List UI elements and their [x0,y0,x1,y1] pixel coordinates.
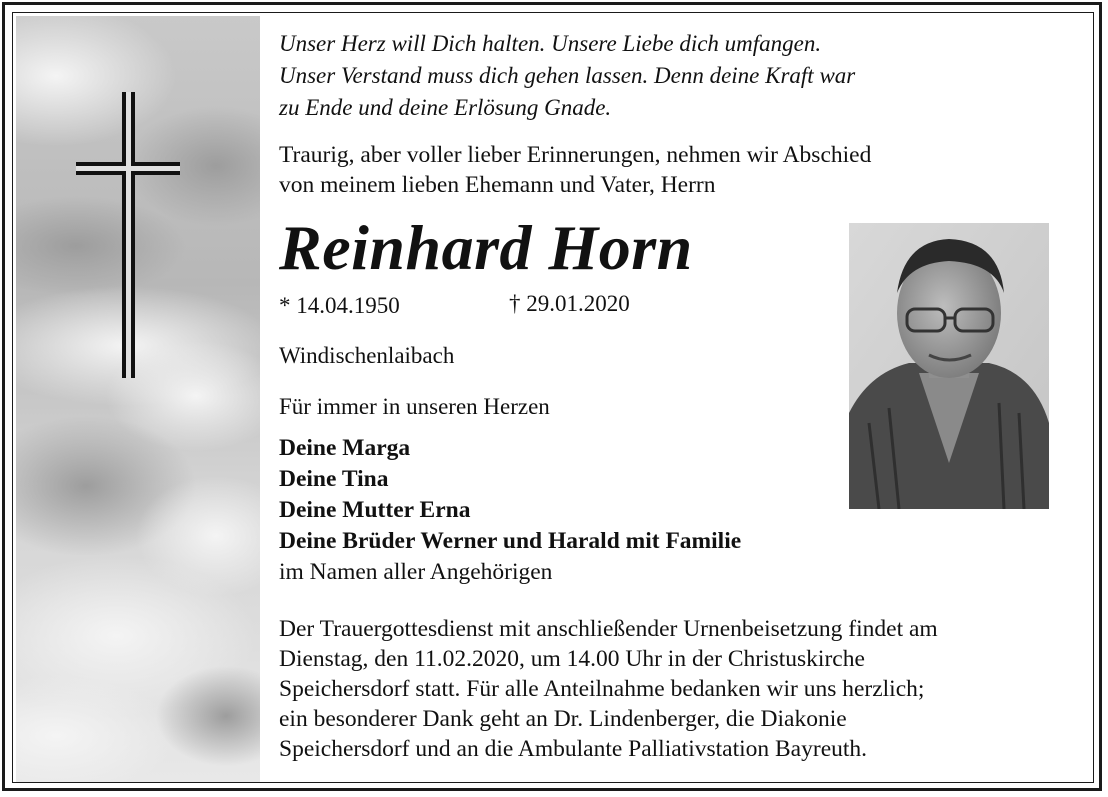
mourners-note: im Namen aller Angehörigen [279,559,553,585]
birth-date: * 14.04.1950 [279,293,400,318]
deceased-name: Reinhard Horn [279,212,693,283]
intro-line: Traurig, aber voller lieber Erinnerungen, nehmen wir Abschied [279,142,872,168]
service-line: Speichersdorf statt. Für alle Anteilnahme bedanken wir uns herzlich; [279,676,925,702]
mourner: Deine Tina [279,466,389,492]
service-line: Speichersdorf und an die Ambulante Palliativstation Bayreuth. [279,736,868,762]
poem-line: zu Ende und deine Erlösung Gnade. [279,95,612,120]
intro-line: von meinem lieben Ehemann und Vater, Herrn [279,172,716,198]
poem-line: Unser Herz will Dich halten. Unsere Liebe dich umfangen. [279,31,822,56]
service-info [279,614,938,764]
mourner: Deine Brüder Werner und Harald mit Familie [279,528,742,554]
death-date: † 29.01.2020 [509,291,630,316]
mourners-list [279,433,741,588]
portrait-photo [849,223,1049,509]
intro-text [279,140,871,200]
service-line: Dienstag, den 11.02.2020, um 14.00 Uhr in der Christuskirche [279,646,865,672]
tagline: Für immer in unseren Herzen [279,394,550,419]
cross-icon [76,92,180,378]
poem-line: Unser Verstand muss dich gehen lassen. Denn deine Kraft war [279,63,856,88]
poem [279,28,855,124]
place: Windischenlaibach [279,343,455,368]
mourner: Deine Mutter Erna [279,497,471,523]
service-line: Der Trauergottesdienst mit anschließender Urnenbeisetzung findet am [279,616,938,642]
service-line: ein besonderer Dank geht an Dr. Lindenberger, die Diakonie [279,706,847,732]
mourner: Deine Marga [279,435,411,461]
